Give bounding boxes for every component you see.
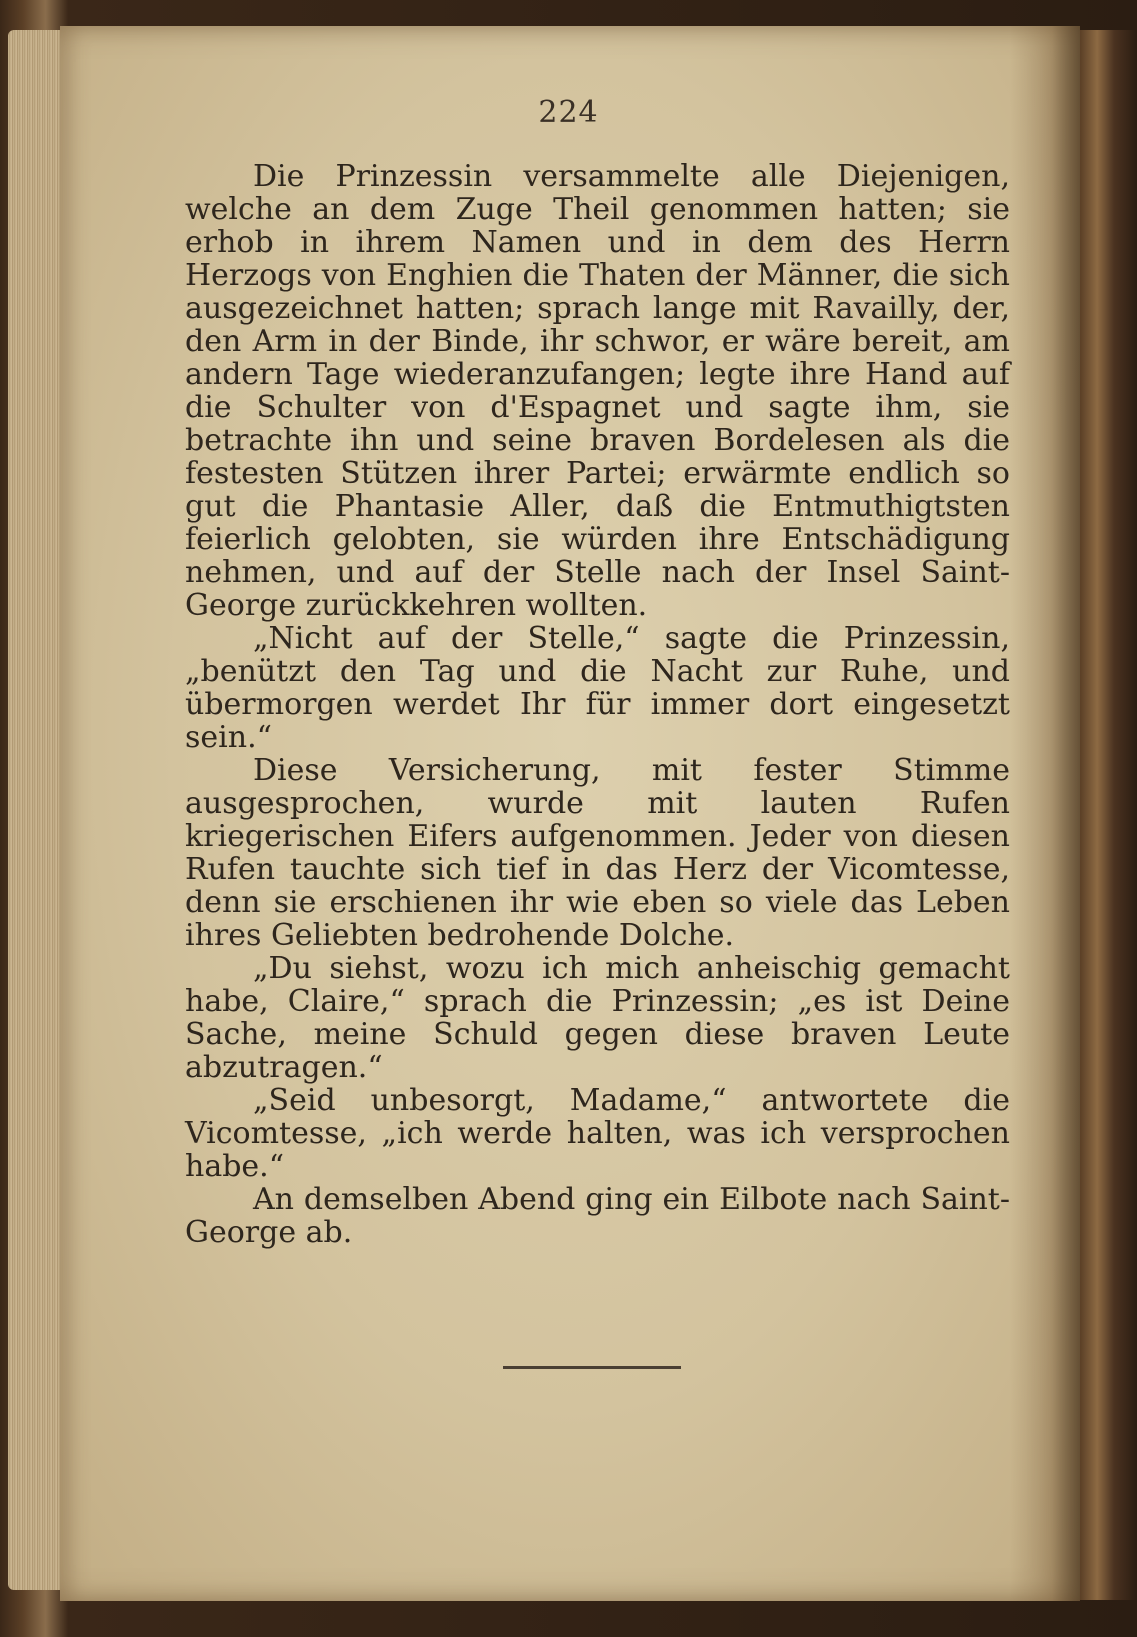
- paragraph: „Seid unbesorgt, Madame,“ antwortete die Vicomtesse, „ich werde halten, was ich versprochen habe.“: [185, 1083, 1010, 1184]
- page-stack-edge: [8, 30, 68, 1590]
- paragraph: „Du siehst, wozu ich mich anheischig gemacht habe, Claire,“ sprach die Prinzessin; „es ist Deine Sache, meine Schuld gegen diese braven Leute abzutragen.“: [185, 951, 1010, 1085]
- book-spine-edge: [1080, 30, 1137, 1600]
- paragraph: „Nicht auf der Stelle,“ sagte die Prinzessin, „benützt den Tag und die Nacht zur Ruhe, und übermorgen werdet Ihr für immer dort eingesetzt sein.“: [185, 621, 1010, 755]
- paragraph: An demselben Abend ging ein Eilbote nach Saint-George ab.: [185, 1182, 1010, 1250]
- page-gutter-shadow: [1010, 26, 1080, 1601]
- page-text-body: [185, 160, 1010, 1249]
- page-number: 224: [538, 95, 599, 130]
- paragraph: Diese Versicherung, mit fester Stimme ausgesprochen, wurde mit lauten Rufen kriegerischen Eifers aufgenommen. Jeder von diesen Rufen tauchte sich tief in das Herz der Vicomtesse, denn sie erschienen ihr wie eben so viele das Leben ihres Geliebten bedrohende Dolche.: [185, 753, 1010, 953]
- section-end-rule: [503, 1366, 681, 1369]
- paragraph: Die Prinzessin versammelte alle Diejenigen, welche an dem Zuge Theil genommen hatten; sie erhob in ihrem Namen und in dem des Herrn Herzogs von Enghien die Thaten der Männer, die sich ausgezeichnet hatten; sprach lange mit Ravailly, der, den Arm in der Binde, ihr schwor, er wäre bereit, am andern Tage wiederanzufangen; legte ihre Hand auf die Schulter von d'Espagnet und sagte ihm, sie betrachte ihn und seine braven Bordelesen als die festesten Stützen ihrer Partei; erwärmte endlich so gut die Phantasie Aller, daß die Entmuthigtsten feierlich gelobten, sie würden ihre Entschädigung nehmen, und auf der Stelle nach der Insel Saint-George zurückkehren wollten.: [185, 159, 1010, 623]
